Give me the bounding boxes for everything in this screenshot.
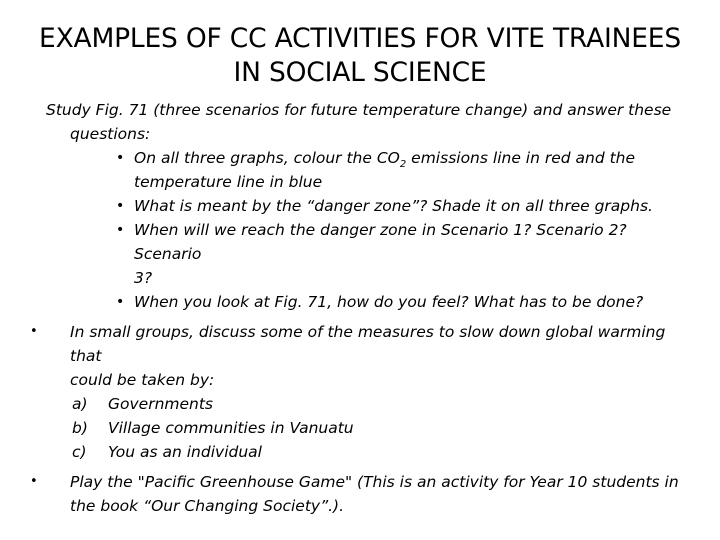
- question-item: [116, 290, 696, 314]
- item-text: Village communities in Vanuatu: [108, 419, 354, 437]
- subscript-text: 2: [399, 159, 407, 171]
- page-title: [0, 22, 720, 90]
- question-list: [116, 146, 696, 314]
- title-line-2: IN SOCIAL SCIENCE: [233, 57, 487, 88]
- activity-text: Play the "Pacific Greenhouse Game" (This is an activity for Year 10 students in: [70, 473, 679, 491]
- item-letter: b): [72, 419, 88, 437]
- item-letter: c): [72, 443, 87, 461]
- bullet-icon: •: [116, 222, 125, 238]
- intro-line-2: questions:: [70, 125, 151, 143]
- activity-text-line-2: the book “Our Changing Society”.).: [70, 497, 344, 515]
- question-text: On all three graphs, colour the CO: [134, 149, 400, 167]
- item-text: Governments: [108, 395, 214, 413]
- question-text: What is meant by the “danger zone”? Shade it on all three graphs.: [134, 197, 653, 215]
- question-text-cont: emissions line in red and the: [406, 149, 636, 167]
- bullet-icon: •: [116, 150, 125, 166]
- activity-item-game: [30, 470, 690, 518]
- question-text: When will we reach the danger zone in Scenario 1? Scenario 2? Scenario: [134, 221, 627, 263]
- item-text: You as an individual: [108, 443, 262, 461]
- title-line-1: EXAMPLES OF CC ACTIVITIES FOR VITE TRAINEES: [39, 23, 681, 54]
- bullet-icon: •: [116, 198, 125, 214]
- activity-text-line-2: could be taken by:: [70, 371, 215, 389]
- lettered-item: [72, 392, 690, 416]
- intro-paragraph: [46, 98, 686, 146]
- lettered-item: [72, 440, 690, 464]
- item-letter: a): [72, 395, 88, 413]
- lettered-list: [30, 392, 690, 464]
- bullet-icon: •: [30, 474, 38, 489]
- question-item: [116, 146, 696, 194]
- activity-item-discussion: [30, 320, 690, 464]
- question-item: [116, 218, 696, 290]
- bullet-icon: •: [30, 324, 38, 339]
- activity-text: In small groups, discuss some of the measures to slow down global warming that: [70, 323, 666, 365]
- lettered-item: [72, 416, 690, 440]
- question-text-line-2: temperature line in blue: [134, 173, 323, 191]
- question-text-line-2: 3?: [134, 269, 153, 287]
- question-text: When you look at Fig. 71, how do you feel? What has to be done?: [134, 293, 644, 311]
- bullet-icon: •: [116, 294, 125, 310]
- question-item: [116, 194, 696, 218]
- intro-line-1: Study Fig. 71 (three scenarios for future temperature change) and answer these: [46, 101, 672, 119]
